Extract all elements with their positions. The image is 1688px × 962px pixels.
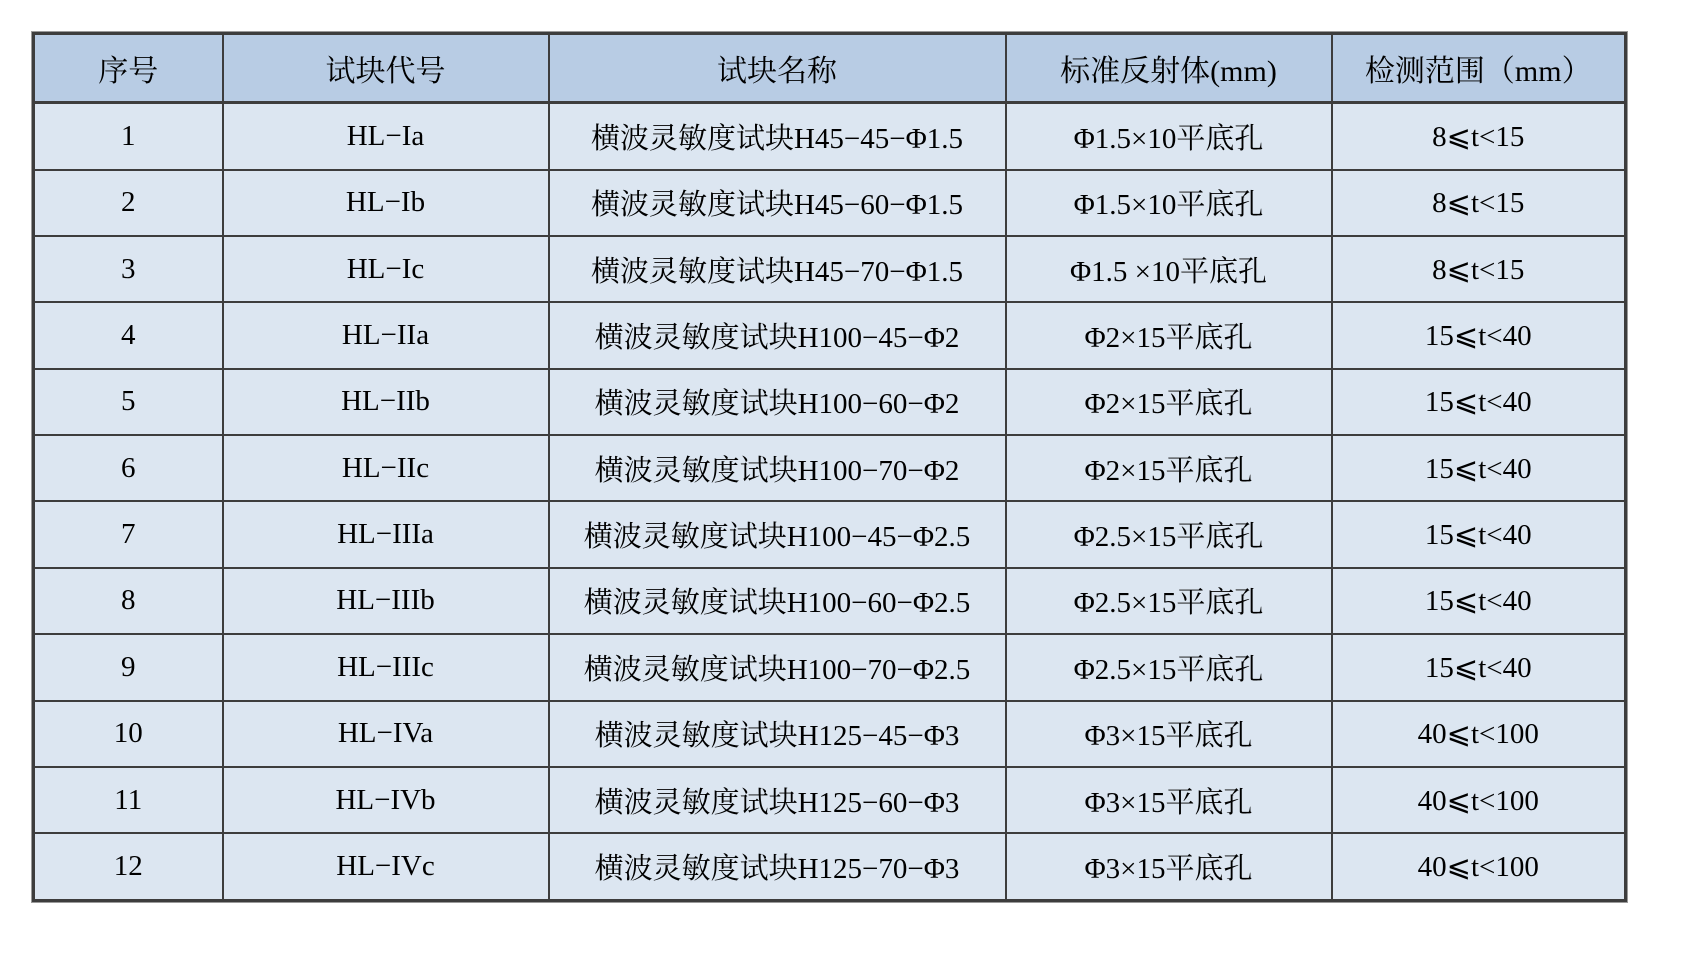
table-row xyxy=(34,369,1626,435)
table-row xyxy=(34,236,1626,302)
cell-index: 1 xyxy=(34,103,223,170)
table-row xyxy=(34,435,1626,501)
cell-index: 2 xyxy=(34,170,223,236)
cell-range: 15⩽t<40 xyxy=(1332,369,1626,435)
table-row xyxy=(34,767,1626,833)
table-row xyxy=(34,103,1626,170)
cell-reflector: Φ2.5×15平底孔 xyxy=(1006,501,1332,567)
calibration-blocks-table-container xyxy=(32,32,1627,902)
cell-index: 4 xyxy=(34,302,223,368)
cell-name: 横波灵敏度试块H125−60−Φ3 xyxy=(549,767,1006,833)
table-row xyxy=(34,833,1626,900)
cell-reflector: Φ3×15平底孔 xyxy=(1006,701,1332,767)
cell-code: HL−IIc xyxy=(223,435,549,501)
calibration-blocks-table xyxy=(32,32,1627,902)
cell-range: 8⩽t<15 xyxy=(1332,103,1626,170)
cell-index: 3 xyxy=(34,236,223,302)
cell-code: HL−IVa xyxy=(223,701,549,767)
cell-name: 横波灵敏度试块H100−45−Φ2.5 xyxy=(549,501,1006,567)
cell-range: 15⩽t<40 xyxy=(1332,501,1626,567)
cell-index: 5 xyxy=(34,369,223,435)
table-row xyxy=(34,501,1626,567)
cell-reflector: Φ1.5×10平底孔 xyxy=(1006,103,1332,170)
cell-code: HL−IVb xyxy=(223,767,549,833)
cell-code: HL−IIIa xyxy=(223,501,549,567)
cell-name: 横波灵敏度试块H100−70−Φ2.5 xyxy=(549,634,1006,700)
cell-reflector: Φ3×15平底孔 xyxy=(1006,767,1332,833)
cell-name: 横波灵敏度试块H100−70−Φ2 xyxy=(549,435,1006,501)
column-header-reflector: 标准反射体(mm) xyxy=(1006,34,1332,103)
cell-name: 横波灵敏度试块H100−45−Φ2 xyxy=(549,302,1006,368)
column-header-code: 试块代号 xyxy=(223,34,549,103)
cell-reflector: Φ1.5×10平底孔 xyxy=(1006,170,1332,236)
table-row xyxy=(34,170,1626,236)
cell-code: HL−IIb xyxy=(223,369,549,435)
table-row xyxy=(34,634,1626,700)
cell-index: 8 xyxy=(34,568,223,634)
cell-name: 横波灵敏度试块H45−60−Φ1.5 xyxy=(549,170,1006,236)
cell-reflector: Φ3×15平底孔 xyxy=(1006,833,1332,900)
cell-name: 横波灵敏度试块H100−60−Φ2.5 xyxy=(549,568,1006,634)
cell-reflector: Φ1.5 ×10平底孔 xyxy=(1006,236,1332,302)
cell-code: HL−IIIc xyxy=(223,634,549,700)
cell-range: 8⩽t<15 xyxy=(1332,170,1626,236)
table-header xyxy=(34,34,1626,103)
table-body xyxy=(34,103,1626,901)
cell-index: 12 xyxy=(34,833,223,900)
cell-name: 横波灵敏度试块H125−45−Φ3 xyxy=(549,701,1006,767)
cell-name: 横波灵敏度试块H45−70−Φ1.5 xyxy=(549,236,1006,302)
cell-range: 15⩽t<40 xyxy=(1332,302,1626,368)
table-row xyxy=(34,701,1626,767)
cell-range: 15⩽t<40 xyxy=(1332,568,1626,634)
cell-range: 8⩽t<15 xyxy=(1332,236,1626,302)
cell-code: HL−IIa xyxy=(223,302,549,368)
cell-code: HL−IVc xyxy=(223,833,549,900)
table-row xyxy=(34,302,1626,368)
cell-reflector: Φ2.5×15平底孔 xyxy=(1006,568,1332,634)
cell-name: 横波灵敏度试块H100−60−Φ2 xyxy=(549,369,1006,435)
cell-code: HL−Ia xyxy=(223,103,549,170)
cell-reflector: Φ2.5×15平底孔 xyxy=(1006,634,1332,700)
cell-reflector: Φ2×15平底孔 xyxy=(1006,435,1332,501)
column-header-range: 检测范围（mm） xyxy=(1332,34,1626,103)
cell-index: 7 xyxy=(34,501,223,567)
cell-code: HL−IIIb xyxy=(223,568,549,634)
cell-range: 15⩽t<40 xyxy=(1332,634,1626,700)
column-header-index: 序号 xyxy=(34,34,223,103)
cell-index: 10 xyxy=(34,701,223,767)
cell-name: 横波灵敏度试块H125−70−Φ3 xyxy=(549,833,1006,900)
column-header-name: 试块名称 xyxy=(549,34,1006,103)
cell-index: 6 xyxy=(34,435,223,501)
cell-index: 11 xyxy=(34,767,223,833)
cell-range: 40⩽t<100 xyxy=(1332,701,1626,767)
cell-reflector: Φ2×15平底孔 xyxy=(1006,302,1332,368)
cell-index: 9 xyxy=(34,634,223,700)
cell-range: 40⩽t<100 xyxy=(1332,833,1626,900)
cell-range: 40⩽t<100 xyxy=(1332,767,1626,833)
cell-reflector: Φ2×15平底孔 xyxy=(1006,369,1332,435)
cell-name: 横波灵敏度试块H45−45−Φ1.5 xyxy=(549,103,1006,170)
cell-range: 15⩽t<40 xyxy=(1332,435,1626,501)
table-row xyxy=(34,568,1626,634)
header-row xyxy=(34,34,1626,103)
cell-code: HL−Ic xyxy=(223,236,549,302)
cell-code: HL−Ib xyxy=(223,170,549,236)
